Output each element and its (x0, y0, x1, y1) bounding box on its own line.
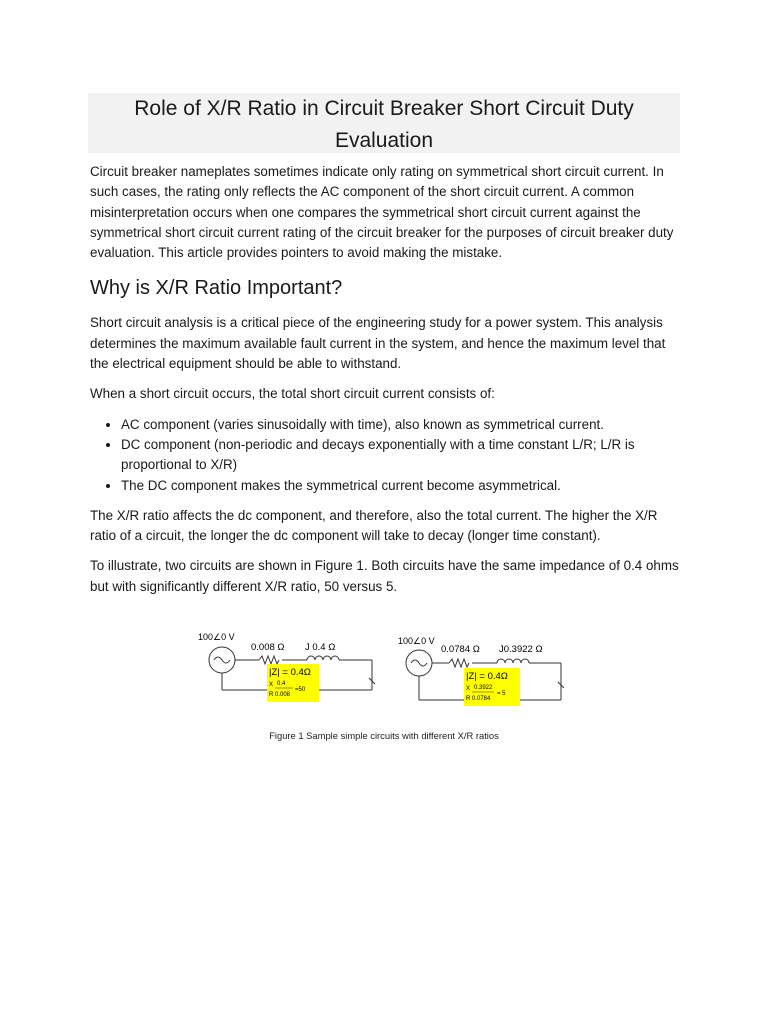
circuit-1-resistance: 0.008 Ω (251, 642, 285, 653)
circuit-2-ratio-result: = 5 (497, 691, 506, 697)
circuit-2 (398, 636, 564, 706)
circuit-1-ratio-den: 0.008 (275, 692, 291, 698)
circuit-1-impedance: |Z| = 0.4Ω (269, 667, 311, 678)
page-title: Role of X/R Ratio in Circuit Breaker Short Circuit Duty Evaluation (134, 97, 634, 152)
circuit-2-resistance: 0.0784 Ω (441, 644, 480, 655)
svg-text:X: X (466, 686, 471, 692)
circuit-2-source: 100∠0 V (398, 636, 435, 646)
list-item: • The DC component makes the symmetrical current become asymmetrical. (121, 476, 684, 496)
figure-caption: Figure 1 Sample simple circuits with different X/R ratios (269, 730, 499, 741)
circuit-2-reactance: J0.3922 Ω (499, 644, 543, 655)
article-body (90, 162, 684, 607)
circuit-1-ratio-num: 0.4 (277, 681, 286, 687)
list-item: • AC component (varies sinusoidally with time), also known as symmetrical current. (121, 415, 684, 435)
circuit-1-reactance: J 0.4 Ω (305, 642, 336, 653)
section-heading: Why is X/R Ratio Important? (90, 277, 343, 300)
bullet-list (90, 415, 684, 496)
title-box (88, 93, 680, 153)
circuit-1-ratio-result: =50 (295, 687, 306, 693)
inductor-icon (307, 656, 339, 660)
svg-text:R: R (466, 696, 471, 702)
figure-1 (195, 628, 575, 720)
circuit-1-source: 100∠0 V (198, 632, 235, 642)
inductor-icon (497, 659, 529, 663)
intro-paragraph: Circuit breaker nameplates sometimes indicate only rating on symmetrical short circuit current. In such cases, the rating only reflects the AC component of the short circuit current. A common misinterpretation occurs when one compares the symmetrical short circuit current against the symmetrical short circuit current rating of the circuit breaker for the purposes of circuit breaker duty evaluation. This article provides pointers to avoid making the mistake. (90, 164, 674, 261)
circuit-2-ratio-num: 0.3922 (474, 685, 493, 691)
paragraph-2: When a short circuit occurs, the total short circuit current consists of: (90, 386, 495, 402)
resistor-icon (259, 656, 279, 664)
paragraph-3: The X/R ratio affects the dc component, and therefore, also the total current. The higher the X/R ratio of a circuit, the longer the dc component will take to decay (longer time constant). (90, 507, 658, 544)
paragraph-4: To illustrate, two circuits are shown in Figure 1. Both circuits have the same impedance of 0.4 ohms but with significantly different X/R ratio, 50 versus 5. (90, 558, 679, 594)
svg-text:R: R (269, 692, 274, 698)
paragraph-1: Short circuit analysis is a critical piece of the engineering study for a power system. This analysis determines the maximum available fault current in the system, and hence the maximum level that the electrical equipment should be able to withstand. (90, 315, 666, 372)
list-item: • DC component (non-periodic and decays exponentially with a time constant L/R; L/R is proportional to X/R) (121, 435, 684, 476)
circuit-1 (198, 632, 375, 702)
resistor-icon (449, 659, 469, 667)
circuit-2-impedance: |Z| = 0.4Ω (466, 671, 508, 682)
svg-text:X: X (269, 682, 274, 688)
circuit-2-ratio-den: 0.0784 (472, 696, 491, 702)
circuit-diagrams (195, 628, 575, 720)
